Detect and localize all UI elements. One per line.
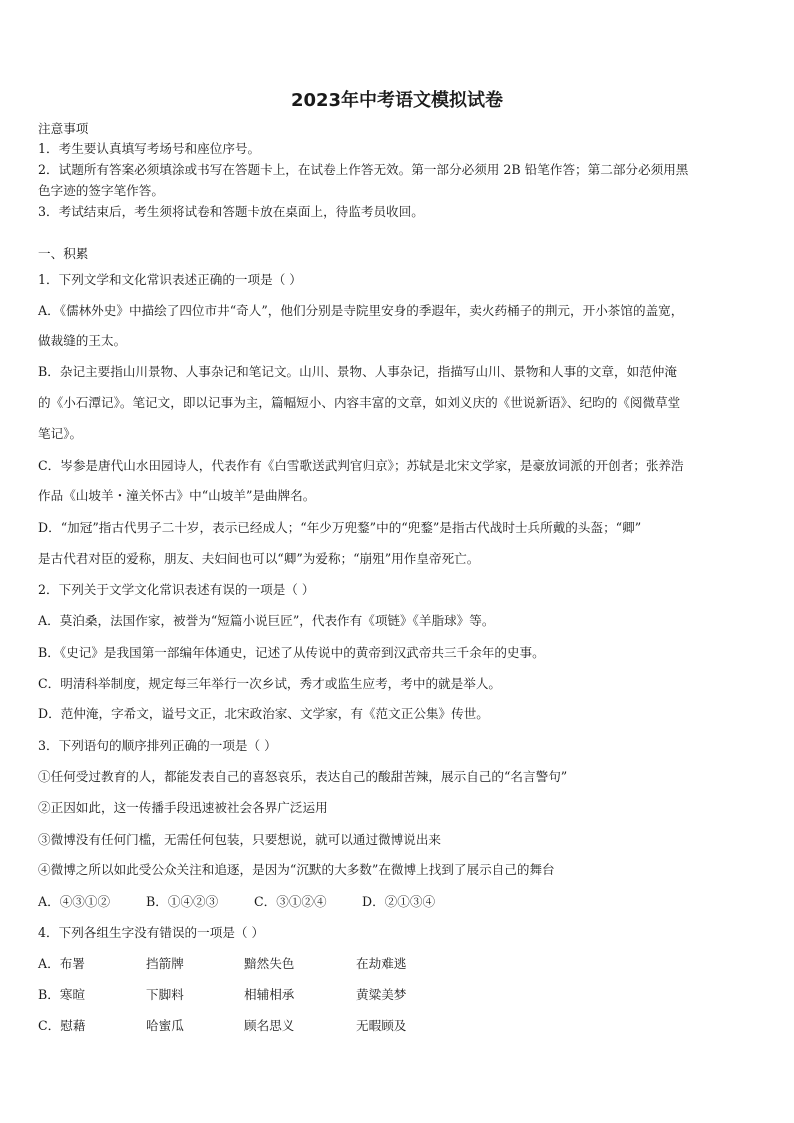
question-3-option-d: D．②①③④ (362, 894, 436, 909)
question-4-option-c-word: 哈蜜瓜 (146, 1018, 184, 1033)
question-3-option-a: A．④③①② (38, 894, 111, 909)
question-3-option-c: C．③①②④ (254, 894, 327, 909)
question-1-line: 的《小石潭记》。笔记文，即以记事为主，篇幅短小、内容丰富的文章，如刘义庆的《世说新语》、纪昀的《阅微草堂 (38, 395, 681, 410)
question-3-line: ③微博没有任何门槛，无需任何包装，只要想说，就可以通过微博说出来 (38, 832, 441, 847)
question-1-line: 笔记》。 (38, 426, 83, 441)
question-1-line: 作品《山坡羊・潼关怀古》中“山坡羊”是曲牌名。 (38, 488, 316, 503)
notice-item: 色字迹的签字笔作答。 (38, 183, 164, 198)
question-1-stem: 1．下列文学和文化常识表述正确的一项是（ ） (38, 272, 302, 287)
question-2-stem: 2．下列关于文学文化常识表述有误的一项是（ ） (38, 582, 315, 597)
question-1-line: D．“加冠”指古代男子二十岁，表示已经成人；“年少万兜鍪”中的“兜鍪”是指古代战时士兵所戴的头盔；“卿” (38, 520, 642, 535)
question-2-line: B．《史记》是我国第一部编年体通史，记述了从传说中的黄帝到汉武帝共三千余年的史事。 (38, 645, 545, 660)
question-2-line: A．莫泊桑，法国作家，被誉为“短篇小说巨匠”，代表作有《项链》《羊脂球》等。 (38, 613, 495, 628)
question-3-line: ②正因如此，这一传播手段迅速被社会各界广泛运用 (38, 800, 328, 815)
notice-item: 1．考生要认真填写考场号和座位序号。 (38, 141, 261, 156)
question-4-option-c-word: 顾名思义 (244, 1018, 295, 1033)
question-4-option-c-word: 无暇顾及 (356, 1018, 407, 1033)
question-3-line: ①任何受过教育的人，都能发表自己的喜怒哀乐，表达自己的酸甜苦辣，展示自己的“名言警句” (38, 769, 568, 784)
notice-heading: 注意事项 (38, 121, 89, 136)
question-2-line: D．范仲淹，字希文，谥号文正，北宋政治家、文学家，有《范文正公集》传世。 (38, 706, 489, 721)
notice-item: 3．考试结束后，考生须将试卷和答题卡放在桌面上，待监考员收回。 (38, 204, 424, 219)
question-4-option-c-word: C．慰藉 (38, 1018, 86, 1033)
question-1-line: 是古代君对臣的爱称，朋友、夫妇间也可以“卿”为爱称；“崩殂”用作皇帝死亡。 (38, 551, 480, 566)
question-4-option-a-word: 黯然失色 (244, 956, 295, 971)
notice-item: 2．试题所有答案必须填涂或书写在答题卡上，在试卷上作答无效。第一部分必须用 2B 铅笔作答；第二部分必须用黑 (38, 162, 689, 177)
question-1-line: B．杂记主要指山川景物、人事杂记和笔记文。山川、景物、人事杂记，指描写山川、景物和人事的文章，如范仲淹 (38, 364, 677, 379)
question-3-stem: 3．下列语句的顺序排列正确的一项是（ ） (38, 738, 277, 753)
question-4-option-b-word: 下脚料 (146, 987, 184, 1002)
question-4-option-b-word: B．寒暄 (38, 987, 86, 1002)
question-1-line: C．岑参是唐代山水田园诗人，代表作有《白雪歌送武判官归京》；苏轼是北宋文学家，是豪放词派的开创者；张养浩 (38, 458, 684, 473)
page-title: 2023年中考语文模拟试卷 (290, 90, 504, 111)
question-3-option-b: B．①④②③ (146, 894, 219, 909)
question-4-option-a-word: A．布署 (38, 956, 85, 971)
question-4-option-a-word: 挡箭牌 (146, 956, 184, 971)
question-1-line: 做裁缝的王太。 (38, 333, 127, 348)
question-1-line: A．《儒林外史》中描绘了四位市井“奇人”，他们分别是寺院里安身的季遐年，卖火药桶子的荆元，开小茶馆的盖宽， (38, 303, 684, 318)
question-2-line: C．明清科举制度，规定每三年举行一次乡试，秀才或监生应考，考中的就是举人。 (38, 676, 502, 691)
question-4-option-a-word: 在劫难逃 (356, 956, 407, 971)
question-3-line: ④微博之所以如此受公众关注和追逐，是因为“沉默的大多数”在微博上找到了展示自己的舞台 (38, 862, 555, 877)
question-4-stem: 4．下列各组生字没有错误的一项是（ ） (38, 925, 265, 940)
question-4-option-b-word: 黄粱美梦 (356, 987, 407, 1002)
section-heading: 一、积累 (38, 246, 89, 261)
question-4-option-b-word: 相辅相承 (244, 987, 295, 1002)
